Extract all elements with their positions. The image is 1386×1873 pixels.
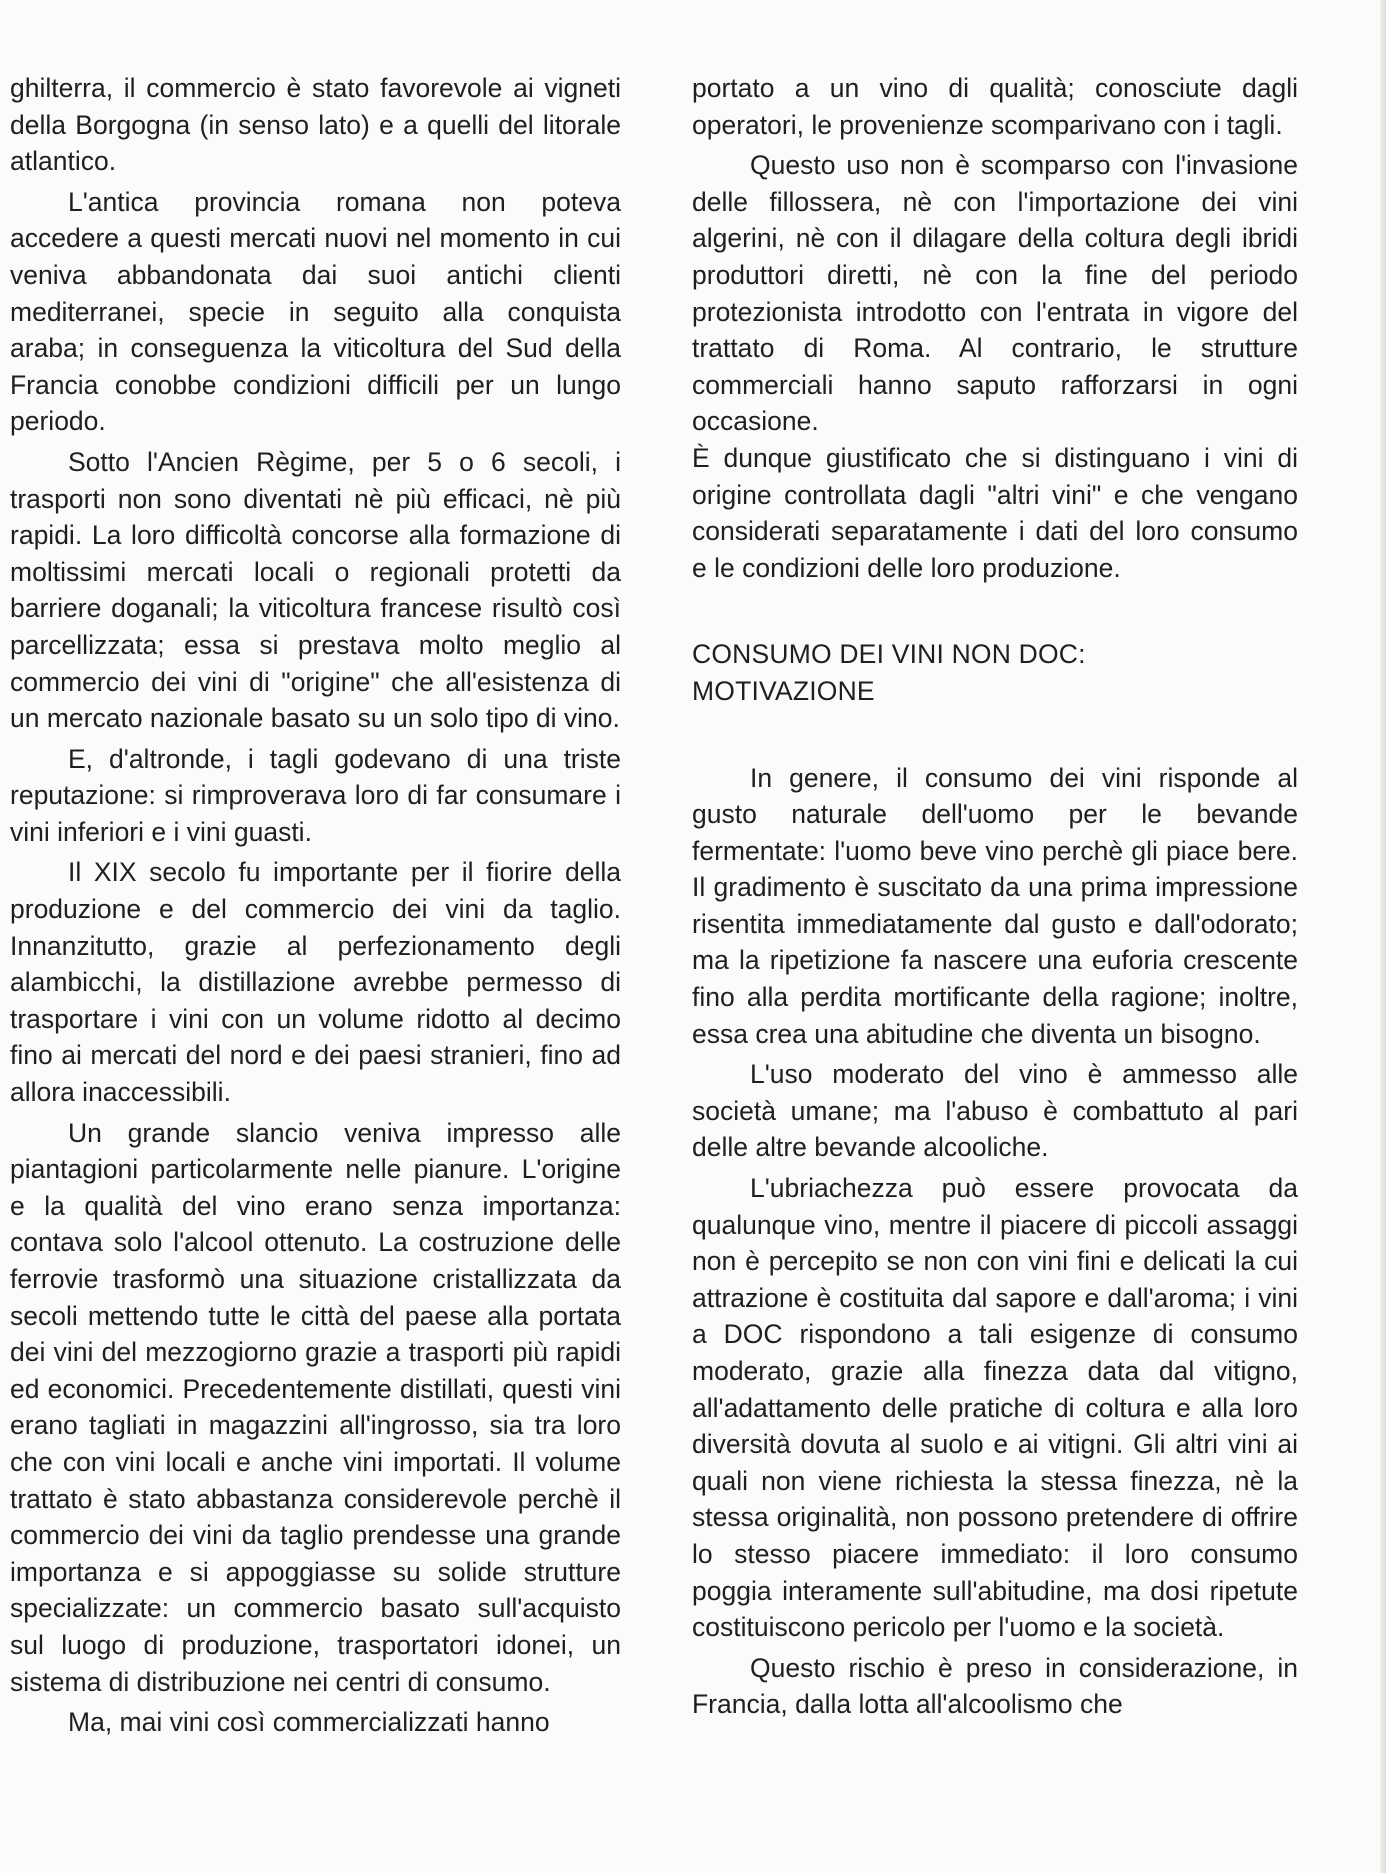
right-paragraph-4: In genere, il consumo dei vini risponde al gusto naturale dell'uomo per le bevande fermentate: l'uomo beve vino perchè gli piace bere. Il gradimento è suscitato da una prima impressione risentita immediatamente dal gusto e dall'odorato; ma la ripetizione fa nascere una euforia crescente fino alla perdita mortificante della ragione; inoltre, essa crea una abitudine che diventa un bisogno. bbox=[692, 762, 1298, 1049]
right-paragraph-1: portato a un vino di qualità; conosciute dagli operatori, le provenienze scomparivano con i tagli. bbox=[692, 73, 1298, 140]
section-heading bbox=[692, 636, 1298, 709]
right-paragraph-7: Questo rischio è preso in considerazione, in Francia, dalla lotta all'alcoolismo che bbox=[692, 1652, 1298, 1720]
right-paragraph-5: L'uso moderato del vino è ammesso alle società umane; ma l'abuso è combattuto al pari delle altre bevande alcooliche. bbox=[692, 1059, 1298, 1163]
left-paragraph-2: L'antica provincia romana non poteva accedere a questi mercati nuovi nel momento in cui veniva abbandonata dai suoi antichi clienti mediterranei, specie in seguito alla conquista araba; in conseguenza la viticoltura del Sud della Francia conobbe condizioni difficili per un lungo periodo. bbox=[10, 186, 621, 437]
right-paragraph-6: L'ubriachezza può essere provocata da qualunque vino, mentre il piacere di piccoli assaggi non è percepito se non con vini fini e delicati la cui attrazione è costituita dal sapore e dall'aroma; i vini a DOC rispondono a tali esigenze di consumo moderato, grazie alla finezza data dal vitigno, all'adattamento delle pratiche di coltura e alla loro diversità dovuta al suolo e ai vitigni. Gli altri vini ai quali non viene richiesta la stessa finezza, nè la stessa originalità, non possono pretendere di offrire lo stesso piacere immediato: il loro consumo poggia interamente sull'abitudine, ma dosi ripetute costituiscono pericolo per l'uomo e la società. bbox=[692, 1173, 1298, 1643]
right-paragraph-3: È dunque giustificato che si distinguano i vini di origine controllata dagli "altri vini" e che vengano considerati separatamente i dati del loro consumo e le condizioni delle loro produzione. bbox=[692, 442, 1298, 583]
section-heading-line-2: MOTIVAZIONE bbox=[692, 675, 875, 706]
left-paragraph-3: Sotto l'Ancien Règime, per 5 o 6 secoli, i trasporti non sono diventati nè più efficaci, nè più rapidi. La loro difficoltà concorse alla formazione di moltissimi mercati locali o regionali protetti da barriere doganali; la viticoltura francese risultò così parcellizzata; essa si prestava molto meglio al commercio dei vini di "origine" che all'esistenza di un mercato nazionale basato su un solo tipo di vino. bbox=[10, 446, 621, 734]
left-paragraph-4: E, d'altronde, i tagli godevano di una triste reputazione: si rimproverava loro di far consumare i vini inferiori e i vini guasti. bbox=[10, 743, 621, 847]
left-paragraph-1: ghilterra, il commercio è stato favorevole ai vigneti della Borgogna (in senso lato) e a quelli del litorale atlantico. bbox=[10, 73, 621, 177]
right-text-column bbox=[692, 70, 1298, 1723]
left-paragraph-5: Il XIX secolo fu importante per il fiorire della produzione e del commercio dei vini da taglio. Innanzitutto, grazie al perfezionamento degli alambicchi, la distillazione avrebbe permesso di trasportare i vini con un volume ridotto al decimo fino ai mercati del nord e dei paesi stranieri, fino ad allora inaccessibili. bbox=[10, 857, 621, 1108]
page-edge-shadow bbox=[1380, 0, 1386, 1873]
left-text-column bbox=[10, 70, 621, 1741]
left-paragraph-7: Ma, mai vini così commercializzati hanno bbox=[68, 1707, 550, 1738]
left-paragraph-6: Un grande slancio veniva impresso alle piantagioni particolarmente nelle pianure. L'origine e la qualità del vino erano senza importanza: contava solo l'alcool ottenuto. La costruzione delle ferrovie trasformò una situazione cristallizzata da secoli mettendo tutte le città del paese alla portata dei vini del mezzogiorno grazie a trasporti più rapidi ed economici. Precedentemente distillati, questi vini erano tagliati in magazzini all'ingrosso, sia tra loro che con vini locali e anche vini importati. Il volume trattato è stato abbastanza considerevole perchè il commercio dei vini da taglio prendesse una grande importanza e si appoggiasse su solide strutture specializzate: un commercio basato sull'acquisto sul luogo di produzione, trasportatori idonei, un sistema di distribuzione nei centri di consumo. bbox=[10, 1117, 621, 1697]
right-paragraph-2: Questo uso non è scomparso con l'invasione delle fillossera, nè con l'importazione dei vini algerini, nè con il dilagare della coltura degli ibridi produttori diretti, nè con la fine del periodo protezionista introdotto con l'entrata in vigore del trattato di Roma. Al contrario, le strutture commerciali hanno saputo rafforzarsi in ogni occasione. bbox=[692, 150, 1298, 437]
section-heading-line-1: CONSUMO DEI VINI NON DOC: bbox=[692, 639, 1086, 670]
